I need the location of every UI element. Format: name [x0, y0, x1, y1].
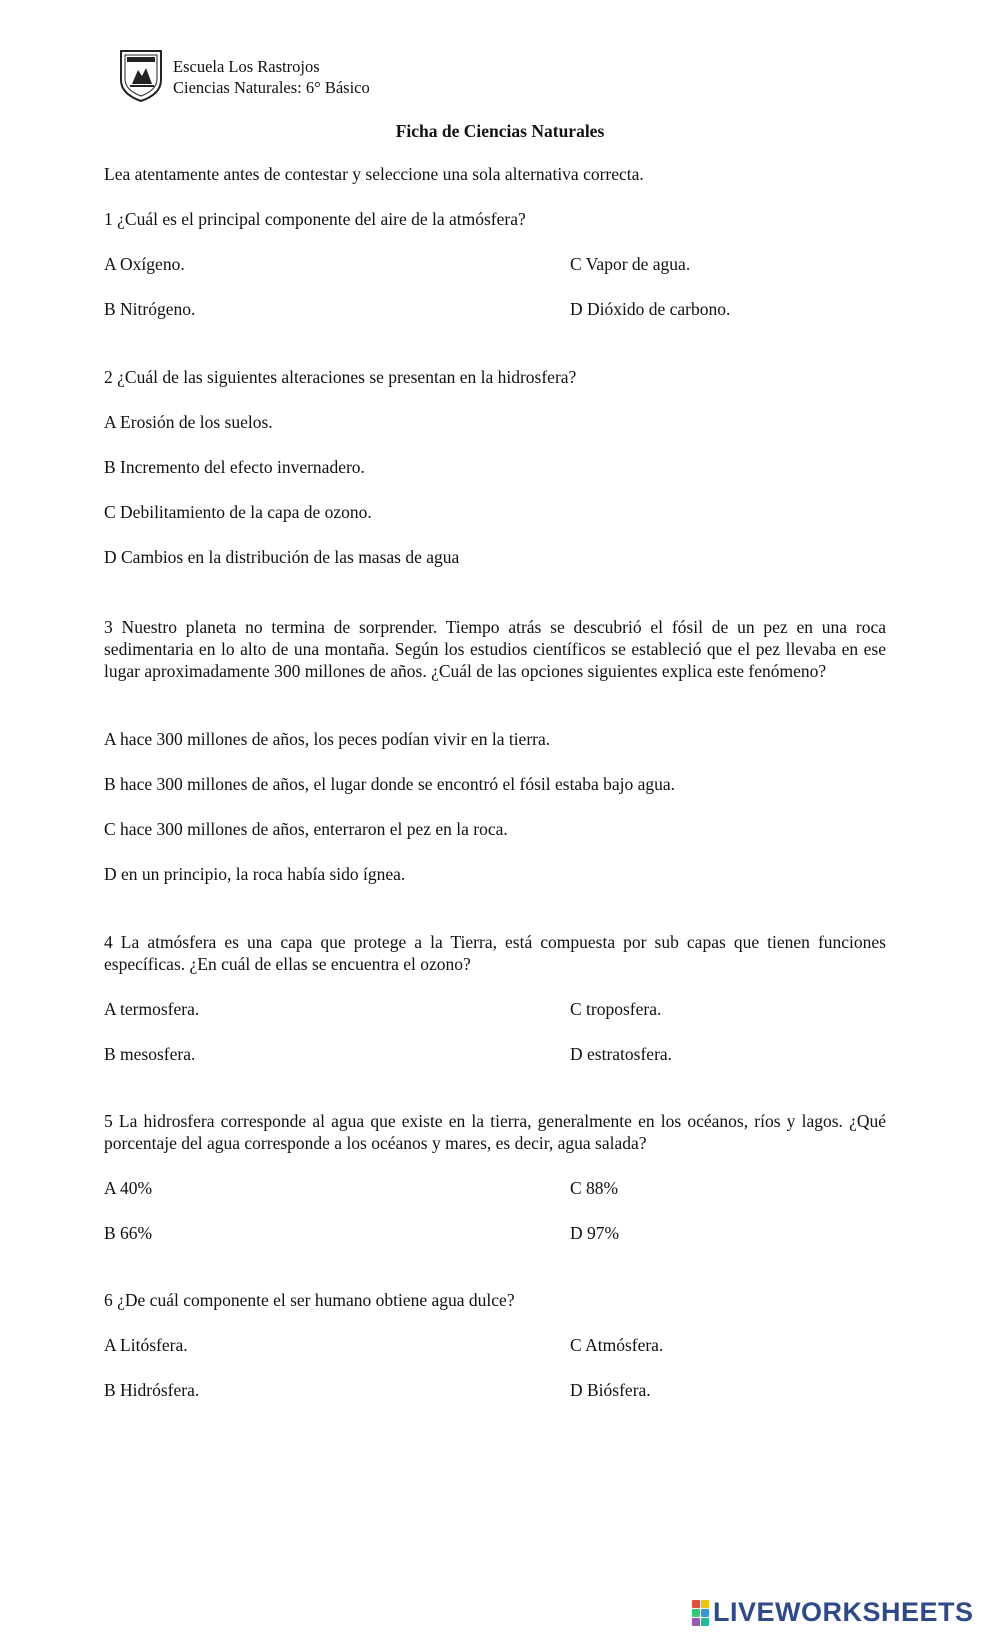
q1-option-a[interactable]: A Oxígeno.: [104, 254, 185, 274]
q2-option-d[interactable]: D Cambios en la distribución de las masas de agua: [104, 547, 460, 567]
q2-option-a[interactable]: A Erosión de los suelos.: [104, 412, 273, 432]
q1-option-d[interactable]: D Dióxido de carbono.: [570, 299, 731, 319]
instructions: Lea atentamente antes de contestar y seleccione una sola alternativa correcta.: [104, 164, 644, 184]
q5-option-b[interactable]: B 66%: [104, 1223, 153, 1243]
course-name: Ciencias Naturales: 6° Básico: [173, 78, 370, 97]
q4-option-b[interactable]: B mesosfera.: [104, 1044, 196, 1064]
q6-option-a[interactable]: A Litósfera.: [104, 1335, 188, 1355]
school-name: Escuela Los Rastrojos: [173, 57, 320, 76]
q5-option-d[interactable]: D 97%: [570, 1223, 620, 1243]
school-logo: [118, 48, 164, 104]
q1-option-c[interactable]: C Vapor de agua.: [570, 254, 691, 274]
q3-option-d[interactable]: D en un principio, la roca había sido ígnea.: [104, 864, 406, 884]
q3-option-c[interactable]: C hace 300 millones de años, enterraron el pez en la roca.: [104, 819, 508, 839]
q5-option-a[interactable]: A 40%: [104, 1178, 153, 1198]
question-4-text: 4 La atmósfera es una capa que protege a la Tierra, está compuesta por sub capas que tienen funciones específicas. ¿En cuál de ellas se encuentra el ozono?: [104, 932, 886, 974]
liveworksheets-mark-icon: [692, 1600, 709, 1626]
q2-option-b[interactable]: B Incremento del efecto invernadero.: [104, 457, 365, 477]
q6-option-b[interactable]: B Hidrósfera.: [104, 1380, 200, 1400]
q6-option-c[interactable]: C Atmósfera.: [570, 1335, 664, 1355]
question-6-text: 6 ¿De cuál componente el ser humano obtiene agua dulce?: [104, 1290, 515, 1310]
q4-option-d[interactable]: D estratosfera.: [570, 1044, 673, 1064]
question-2-text: 2 ¿Cuál de las siguientes alteraciones se presentan en la hidrosfera?: [104, 367, 577, 387]
q5-option-c[interactable]: C 88%: [570, 1178, 619, 1198]
q2-option-c[interactable]: C Debilitamiento de la capa de ozono.: [104, 502, 372, 522]
q4-option-c[interactable]: C troposfera.: [570, 999, 662, 1019]
question-5-text: 5 La hidrosfera corresponde al agua que existe en la tierra, generalmente en los océanos, ríos y lagos. ¿Qué porcentaje del agua corresponde a los océanos y mares, es decir, agua salada?: [104, 1111, 886, 1153]
question-1-text: 1 ¿Cuál es el principal componente del aire de la atmósfera?: [104, 209, 526, 229]
liveworksheets-wordmark: LIVEWORKSHEETS: [713, 1597, 974, 1627]
page-title: Ficha de Ciencias Naturales: [395, 121, 605, 141]
q6-option-d[interactable]: D Biósfera.: [570, 1380, 651, 1400]
q3-option-b[interactable]: B hace 300 millones de años, el lugar donde se encontró el fósil estaba bajo agua.: [104, 774, 676, 794]
liveworksheets-logo: [692, 1597, 974, 1628]
q3-option-a[interactable]: A hace 300 millones de años, los peces podían vivir en la tierra.: [104, 729, 551, 749]
q4-option-a[interactable]: A termosfera.: [104, 999, 200, 1019]
question-3-text: 3 Nuestro planeta no termina de sorprender. Tiempo atrás se descubrió el fósil de un pez en una roca sedimentaria en lo alto de una montaña. Según los estudios científicos se estableció que el pez llevaba en ese lugar aproximadamente 300 millones de años. ¿Cuál de las opciones siguientes explica este fenómeno?: [104, 617, 886, 681]
q1-option-b[interactable]: B Nitrógeno.: [104, 299, 196, 319]
